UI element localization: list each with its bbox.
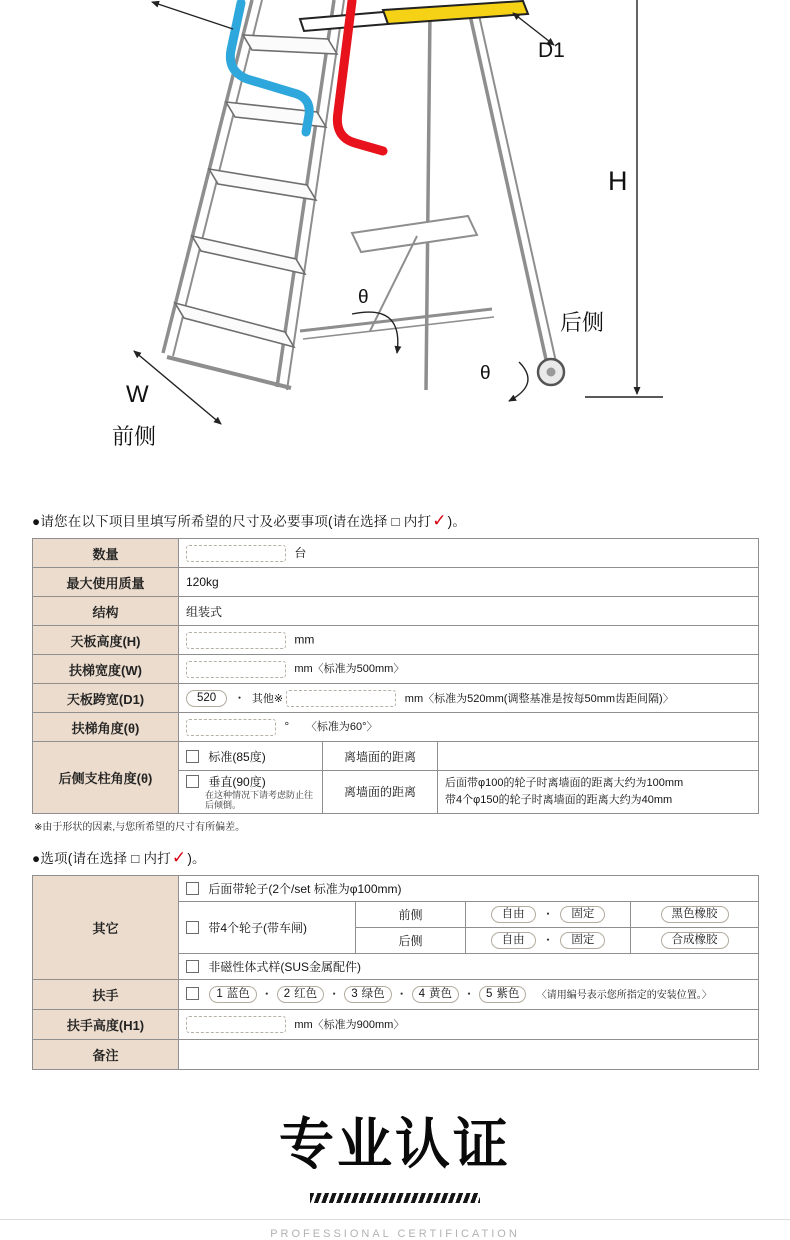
color-2-num: 2 <box>283 988 291 1001</box>
top-height-unit: mm <box>294 632 315 647</box>
rear-standard-cell <box>179 742 323 771</box>
rear-wheels-checkbox[interactable] <box>186 882 199 895</box>
handrail-label: 扶手 <box>33 979 179 1009</box>
span-unit: mm〈标准为520mm(调整基准是按每50mm齿距间隔)〉 <box>404 692 674 705</box>
color-3-name: 绿色 <box>361 988 385 1001</box>
color-2-name: 红色 <box>294 988 318 1001</box>
rear-wheel-type-cell <box>466 927 631 953</box>
fill-instruction-suffix: )。 <box>447 514 467 529</box>
rear-wheel-info-cell <box>438 771 759 814</box>
row-quantity <box>33 539 759 568</box>
option-table <box>32 875 759 1070</box>
red-check-icon-2: ✓ <box>171 847 187 867</box>
dim-label-d1: D1 <box>538 39 565 62</box>
width-input[interactable] <box>186 661 286 678</box>
top-height-input[interactable] <box>186 632 286 649</box>
angle-cell <box>179 713 759 742</box>
rear-wheel-info-line2: 带4个φ150的轮子时离墙面的距离大约为40mm <box>445 793 673 806</box>
handrail-color-4[interactable] <box>412 986 459 1003</box>
shape-footnote: ※由于形状的因素,与您所希望的尺寸有所偏差。 <box>34 821 246 833</box>
angle-label: 扶梯角度(θ) <box>33 713 179 742</box>
span-separator: ・ <box>233 690 246 705</box>
handrail-color-2[interactable] <box>277 986 324 1003</box>
remarks-cell[interactable] <box>179 1039 759 1069</box>
handrail-height-input[interactable] <box>186 1016 286 1033</box>
angle-input[interactable] <box>186 719 276 736</box>
color-sep-3: ・ <box>395 987 408 1002</box>
quantity-label: 数量 <box>33 539 179 568</box>
footer <box>0 1100 790 1240</box>
rear-standard-dist-cell <box>323 742 438 771</box>
rear-vertical-dist: 离墙面的距离 <box>343 785 416 800</box>
span-520-option[interactable]: 520 <box>186 690 227 707</box>
handrail-note: 〈请用编号表示您所指定的安装位置。〉 <box>536 990 712 1002</box>
theta-bottom-label: θ <box>480 363 491 384</box>
black-rubber-label: 黑色橡胶 <box>661 906 729 923</box>
rear-vertical-checkbox[interactable] <box>186 775 199 788</box>
form-content <box>0 510 790 1070</box>
front-side-cell <box>356 901 466 927</box>
rear-fixed-option[interactable]: 固定 <box>560 932 605 949</box>
span-label: 天板跨宽(D1) <box>33 684 179 713</box>
max-load-value: 120kg <box>186 575 219 589</box>
row-handrail <box>33 979 759 1009</box>
rear-side-label: 后侧 <box>398 933 423 948</box>
color-4-num: 4 <box>418 988 426 1001</box>
nonmagnetic-checkbox[interactable] <box>186 960 199 973</box>
other-label: 其它 <box>33 875 179 979</box>
row-rear-wheels <box>33 875 759 901</box>
four-wheels-cell <box>179 901 356 953</box>
top-height-cell <box>179 626 759 655</box>
handrail-height-cell <box>179 1009 759 1039</box>
ladder-diagram <box>0 0 790 470</box>
rear-free-option[interactable]: 自由 <box>491 932 536 949</box>
row-handrail-height <box>33 1009 759 1039</box>
certification-subtitle: PROFESSIONAL CERTIFICATION <box>270 1227 520 1240</box>
angle-note: 〈标准为60°〉 <box>305 721 378 734</box>
option-instruction-text: ●选项(请在选择 □ 内打 <box>32 850 171 866</box>
nonmagnetic-cell <box>179 953 759 979</box>
color-1-num: 1 <box>216 988 223 1001</box>
option-instruction-suffix: )。 <box>187 850 206 866</box>
structure-label: 结构 <box>33 597 179 626</box>
row-width <box>33 655 759 684</box>
row-top-height <box>33 626 759 655</box>
rear-rubber-cell <box>631 927 759 953</box>
handrail-height-unit: mm〈标准为900mm〉 <box>294 1018 405 1031</box>
red-check-icon: ✓ <box>432 511 447 530</box>
rear-standard-label: 标准(85度) <box>208 749 266 764</box>
row-max-load <box>33 568 759 597</box>
dim-label-h: H <box>608 166 628 196</box>
nonmagnetic-label: 非磁性体式样(SUS金属配件) <box>208 959 362 974</box>
synthetic-rubber-label: 合成橡胶 <box>661 932 729 949</box>
dim-label-w: W <box>126 381 149 408</box>
row-span <box>33 684 759 713</box>
width-cell <box>179 655 759 684</box>
rear-standard-info-cell <box>438 742 759 771</box>
four-wheels-checkbox[interactable] <box>186 921 199 934</box>
front-side-label: 前侧 <box>112 424 157 449</box>
width-label: 扶梯宽度(W) <box>33 655 179 684</box>
certification-title: 专业认证 <box>278 1112 511 1175</box>
span-other-input[interactable] <box>286 690 396 707</box>
rear-type-separator: ・ <box>541 933 554 948</box>
rear-angle-label: 后侧支柱角度(θ) <box>33 742 179 814</box>
rear-legs <box>426 6 556 390</box>
color-sep-1: ・ <box>260 987 273 1002</box>
rear-wheel-info-line1: 后面带φ100的轮子时离墙面的距离大约为100mm <box>445 776 684 789</box>
caster-wheel-icon <box>538 359 564 385</box>
four-wheels-label: 带4个轮子(带车闸) <box>208 920 308 935</box>
front-rubber-cell <box>631 901 759 927</box>
handrail-color-1[interactable] <box>209 986 256 1003</box>
front-type-separator: ・ <box>541 907 554 922</box>
max-load-label: 最大使用质量 <box>33 568 179 597</box>
color-sep-2: ・ <box>328 987 341 1002</box>
option-instruction <box>32 847 758 868</box>
handrail-color-3[interactable] <box>344 986 391 1003</box>
rear-vertical-note: 在这种情况下请考虑防止往后倾倒。 <box>205 790 314 810</box>
quantity-unit: 台 <box>294 545 307 560</box>
rear-side-label: 后侧 <box>560 310 605 335</box>
front-wheel-type-cell <box>466 901 631 927</box>
color-1-name: 蓝色 <box>226 988 250 1001</box>
rear-wheels-cell <box>179 875 759 901</box>
max-load-cell <box>179 568 759 597</box>
handrail-checkbox[interactable] <box>186 987 199 1000</box>
spec-table <box>32 538 759 814</box>
row-angle <box>33 713 759 742</box>
span-cell <box>179 684 759 713</box>
structure-cell <box>179 597 759 626</box>
rear-vertical-dist-cell <box>323 771 438 814</box>
color-sep-4: ・ <box>463 987 476 1002</box>
rear-standard-dist: 离墙面的距离 <box>343 749 416 764</box>
color-3-num: 3 <box>351 988 358 1001</box>
fill-instruction-text: ●请您在以下项目里填写所希望的尺寸及必要事项(请在选择 □ 内打 <box>32 514 432 529</box>
row-structure <box>33 597 759 626</box>
brush-stroke-divider <box>310 1193 480 1203</box>
angle-degree-sign: ° <box>284 719 290 734</box>
color-5-name: 紫色 <box>496 988 520 1001</box>
row-remarks <box>33 1039 759 1069</box>
fill-instruction <box>32 510 758 531</box>
handrail-color-5[interactable] <box>479 986 526 1003</box>
rear-side-cell <box>356 927 466 953</box>
top-height-label: 天板高度(H) <box>33 626 179 655</box>
span-other-label: 其他※ <box>251 692 284 705</box>
ladder-diagram-svg <box>0 0 790 470</box>
front-free-option[interactable]: 自由 <box>491 906 536 923</box>
footer-divider <box>0 1219 790 1220</box>
width-unit: mm〈标准为500mm〉 <box>294 663 405 676</box>
theta-mid-label: θ <box>358 287 369 308</box>
front-side-label: 前侧 <box>398 907 423 922</box>
dimension-lines <box>134 0 663 424</box>
color-5-num: 5 <box>486 988 493 1001</box>
front-fixed-option[interactable]: 固定 <box>560 906 605 923</box>
rear-vertical-label: 垂直(90度) <box>208 775 266 789</box>
rear-wheels-label: 后面带轮子(2个/set 标准为φ100mm) <box>208 881 402 896</box>
structure-value: 组装式 <box>186 604 223 619</box>
row-rear-angle-standard <box>33 742 759 771</box>
remarks-label: 备注 <box>33 1039 179 1069</box>
rear-vertical-cell <box>179 771 323 814</box>
color-4-name: 黄色 <box>429 988 453 1001</box>
rear-standard-checkbox[interactable] <box>186 750 199 763</box>
handrail-height-label: 扶手高度(H1) <box>33 1009 179 1039</box>
handrail-cell <box>179 979 759 1009</box>
quantity-input[interactable] <box>186 545 286 562</box>
quantity-cell <box>179 539 759 568</box>
braces <box>300 216 494 339</box>
